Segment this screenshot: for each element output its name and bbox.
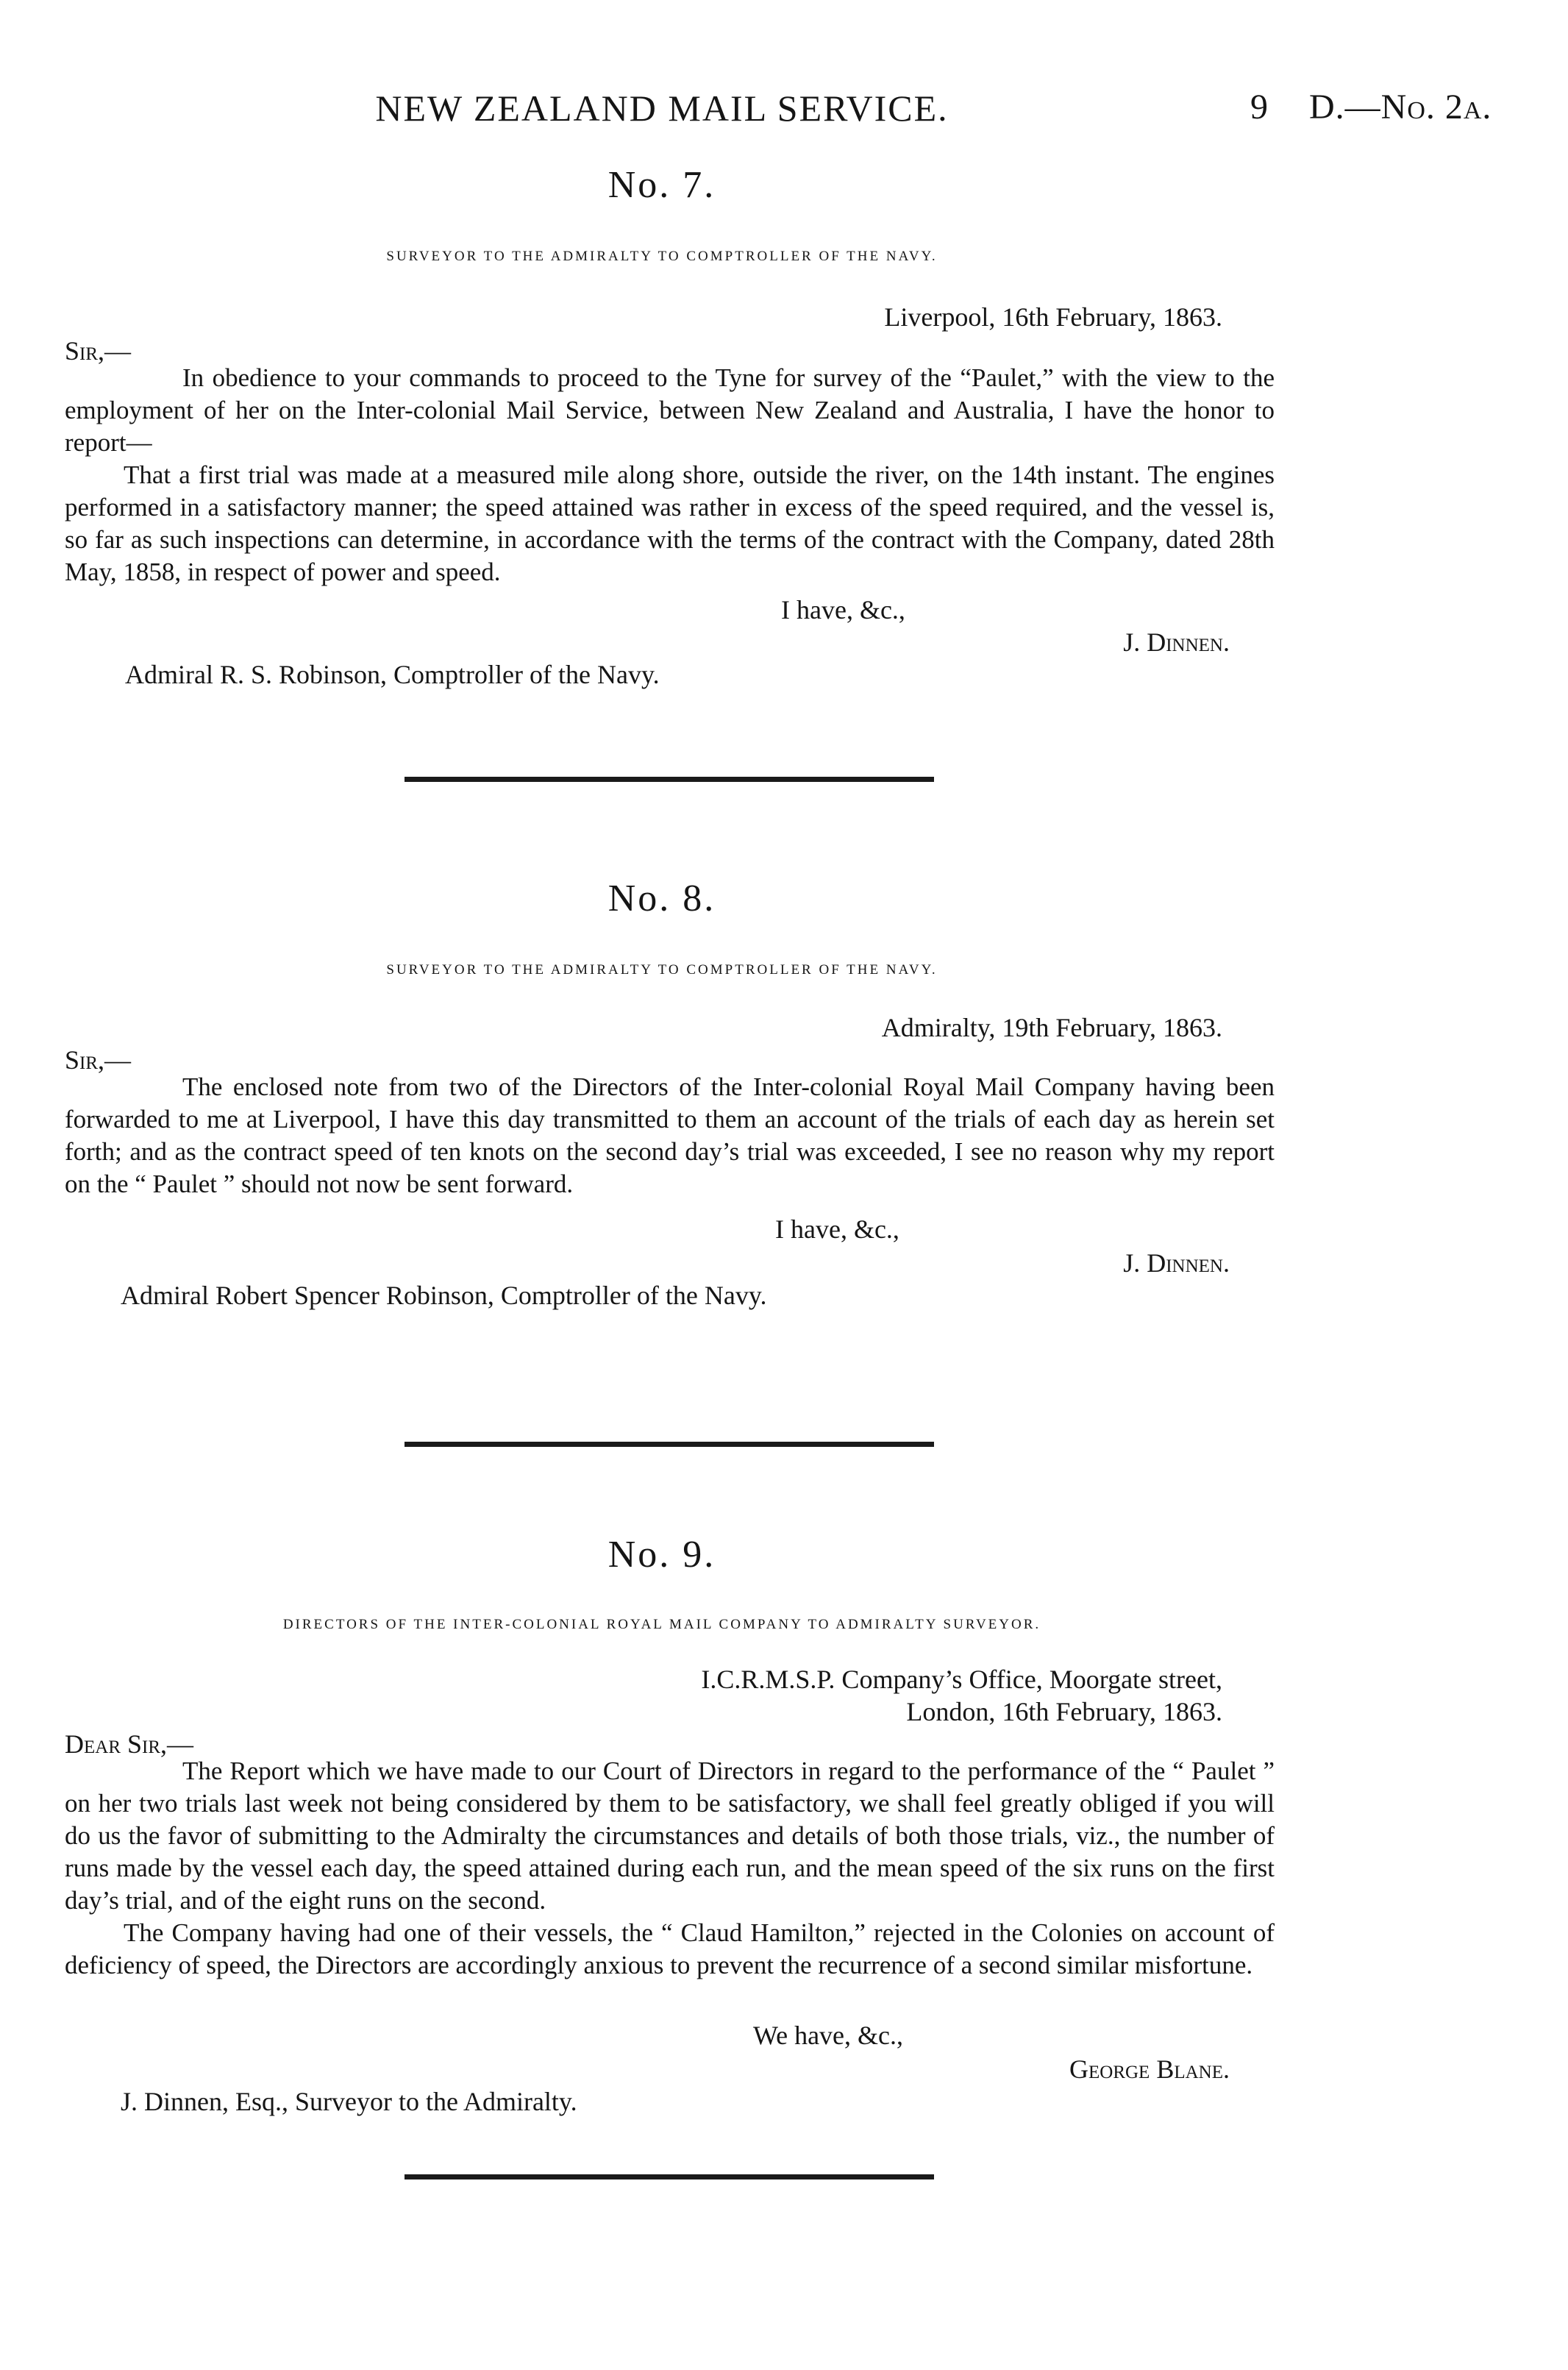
- letter-8-closing: I have, &c.,: [775, 1214, 899, 1244]
- letter-7-body: [65, 362, 1275, 588]
- letter-7-recipient: Admiral R. S. Robinson, Comptroller of the Navy.: [125, 660, 660, 689]
- letter-8-recipient: Admiral Robert Spencer Robinson, Comptroller of the Navy.: [121, 1281, 767, 1310]
- letter-7-place-date: Liverpool, 16th February, 1863.: [884, 302, 1222, 332]
- letter-7-paragraph-2: That a first trial was made at a measured mile along shore, outside the river, on the 14th instant. The engines performed in a satisfactory manner; the speed attained was rather in excess of the speed required, and the vessel is, so far as such inspections can determine, in accordance with the terms of the contract with the Company, dated 28th May, 1858, in respect of power and speed.: [65, 460, 1275, 586]
- letter-9-closing: We have, &c.,: [753, 2021, 904, 2050]
- letter-8-paragraph-1: The enclosed note from two of the Directors of the Inter-colonial Royal Mail Company having been forwarded to me at Liverpool, I have this day transmitted to them an account of the trials of each day as herein set forth; and as the contract speed of ten knots on the second day’s trial was exceeded, I see no reason why my report on the “ Paulet ” should not now be sent forward.: [65, 1072, 1275, 1198]
- letter-8-place-date: Admiralty, 19th February, 1863.: [881, 1013, 1222, 1042]
- letter-7-closing: I have, &c.,: [781, 595, 905, 624]
- letter-7-salutation: Sir,—: [65, 336, 132, 366]
- letter-7-signature: J. Dinnen.: [1123, 627, 1230, 657]
- section-divider: [405, 1442, 934, 1447]
- page-header-title: NEW ZEALAND MAIL SERVICE.: [375, 88, 949, 129]
- section-divider: [405, 777, 934, 782]
- page-number: 9: [1250, 88, 1268, 127]
- letter-7-number: No. 7.: [607, 164, 716, 206]
- letter-7-caption: SURVEYOR TO THE ADMIRALTY TO COMPTROLLER OF THE NAVY.: [386, 249, 938, 264]
- letter-9-signature: George Blane.: [1069, 2054, 1230, 2084]
- section-divider: [405, 2174, 934, 2179]
- letter-7-paragraph-1: In obedience to your commands to proceed to the Tyne for survey of the “Paulet,” with the view to the employment of her on the Inter-colonial Mail Service, between New Zealand and Australia, I have the honor to report—: [65, 363, 1275, 457]
- letter-9-address-line-2: London, 16th February, 1863.: [906, 1697, 1222, 1726]
- letter-9-number: No. 9.: [607, 1534, 716, 1576]
- letter-8-number: No. 8.: [607, 878, 716, 919]
- letter-9-recipient: J. Dinnen, Esq., Surveyor to the Admiralty.: [121, 2087, 577, 2116]
- document-reference: D.—No. 2a.: [1309, 88, 1492, 127]
- letter-9-address-line-1: I.C.R.M.S.P. Company’s Office, Moorgate street,: [701, 1665, 1222, 1694]
- letter-9-paragraph-1: The Report which we have made to our Court of Directors in regard to the performance of the “ Paulet ” on her two trials last week not being considered by them to be satisfactory, we shall feel greatly obliged if you will do us the favor of submitting to the Admiralty the circumstances and details of both those trials, viz., the number of runs made by the vessel each day, the speed attained during each run, and the mean speed of the six runs on the first day’s trial, and of the eight runs on the second.: [65, 1757, 1275, 1915]
- letter-8-signature: J. Dinnen.: [1123, 1248, 1230, 1278]
- letter-8-caption: SURVEYOR TO THE ADMIRALTY TO COMPTROLLER OF THE NAVY.: [386, 962, 938, 978]
- letter-9-salutation: Dear Sir,—: [65, 1729, 194, 1759]
- letter-8-salutation: Sir,—: [65, 1045, 132, 1075]
- letter-8-body: [65, 1071, 1275, 1200]
- letter-9-caption: DIRECTORS OF THE INTER-COLONIAL ROYAL MAIL COMPANY TO ADMIRALTY SURVEYOR.: [282, 1617, 1041, 1632]
- letter-9-body: [65, 1755, 1275, 1982]
- letter-9-paragraph-2: The Company having had one of their vessels, the “ Claud Hamilton,” rejected in the Colonies on account of deficiency of speed, the Directors are accordingly anxious to prevent the recurrence of a second similar misfortune.: [65, 1918, 1275, 1979]
